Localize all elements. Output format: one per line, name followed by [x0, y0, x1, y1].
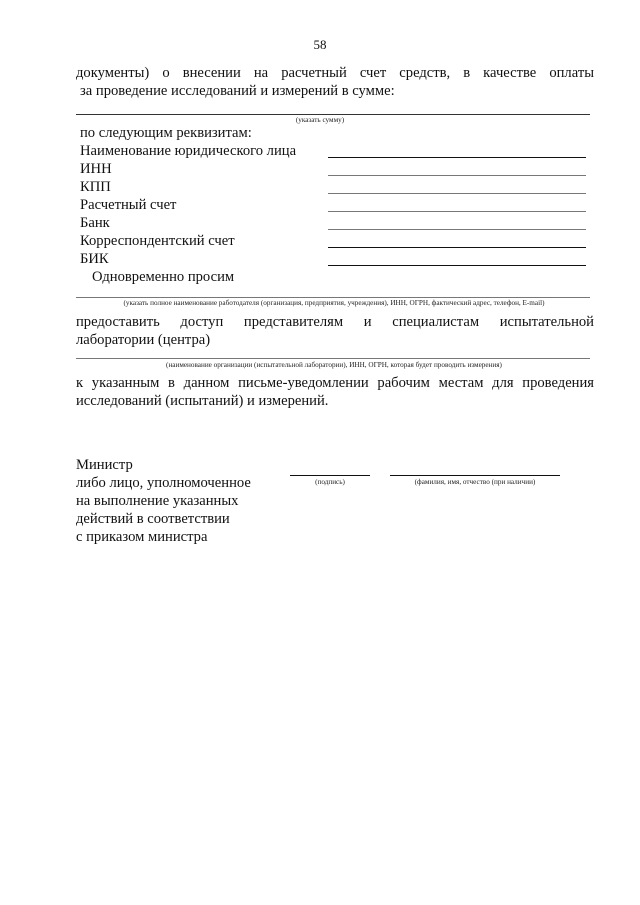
requisites-lead: по следующим реквизитам:	[80, 125, 252, 141]
signatory-line-2: либо лицо, уполномоченное	[76, 475, 251, 491]
field-label-bik: БИК	[80, 251, 109, 267]
signatory-block	[76, 456, 251, 546]
field-line-account	[328, 211, 586, 212]
field-line-corr-account	[328, 247, 586, 248]
field-label-corr-account: Корреспондентский счет	[80, 233, 235, 249]
field-line-bik	[328, 265, 586, 266]
signatory-line-3: на выполнение указанных	[76, 493, 239, 509]
closing-line-1: к указанным в данном письме-уведомлении рабочим местам для проведения	[76, 375, 594, 391]
employer-hint: (указать полное наименование работодателя (организация, предприятия, учреждения), ИНН, ОГРН, фактический адрес, телефон, E-mail)	[123, 299, 545, 307]
field-label-kpp: КПП	[80, 179, 111, 195]
amount-line	[76, 114, 590, 115]
field-line-kpp	[328, 193, 586, 194]
access-line-2: лаборатории (центра)	[76, 332, 211, 348]
field-line-org-name	[328, 157, 586, 158]
field-line-bank	[328, 229, 586, 230]
full-name-hint: (фамилия, имя, отчество (при наличии)	[414, 478, 536, 486]
access-line-1: предоставить доступ представителям и специалистам испытательной	[76, 314, 594, 330]
lab-line	[76, 358, 590, 359]
signatory-line-4: действий в соответствии	[76, 511, 230, 527]
employer-line	[76, 297, 590, 298]
intro-line-2: за проведение исследований и измерений в сумме:	[80, 83, 395, 99]
signature-hint: (подпись)	[315, 478, 345, 486]
intro-line-1: документы) о внесении на расчетный счет средств, в качестве оплаты	[76, 65, 594, 81]
field-label-inn: ИНН	[80, 161, 112, 177]
amount-hint: (указать сумму)	[295, 116, 345, 124]
field-label-bank: Банк	[80, 215, 110, 231]
signature-line	[290, 475, 370, 476]
field-label-account: Расчетный счет	[80, 197, 177, 213]
full-name-line	[390, 475, 560, 476]
closing-line-2: исследований (испытаний) и измерений.	[76, 393, 329, 409]
lab-hint: (наименование организации (испытательной лаборатории), ИНН, ОГРН, которая будет проводить измерения)	[166, 361, 502, 369]
field-label-org-name: Наименование юридического лица	[80, 143, 297, 159]
request-lead: Одновременно просим	[92, 269, 235, 285]
page-number: 58	[313, 37, 327, 52]
signatory-line-1: Министр	[76, 457, 133, 473]
signatory-line-5: с приказом министра	[76, 529, 208, 545]
field-line-inn	[328, 175, 586, 176]
